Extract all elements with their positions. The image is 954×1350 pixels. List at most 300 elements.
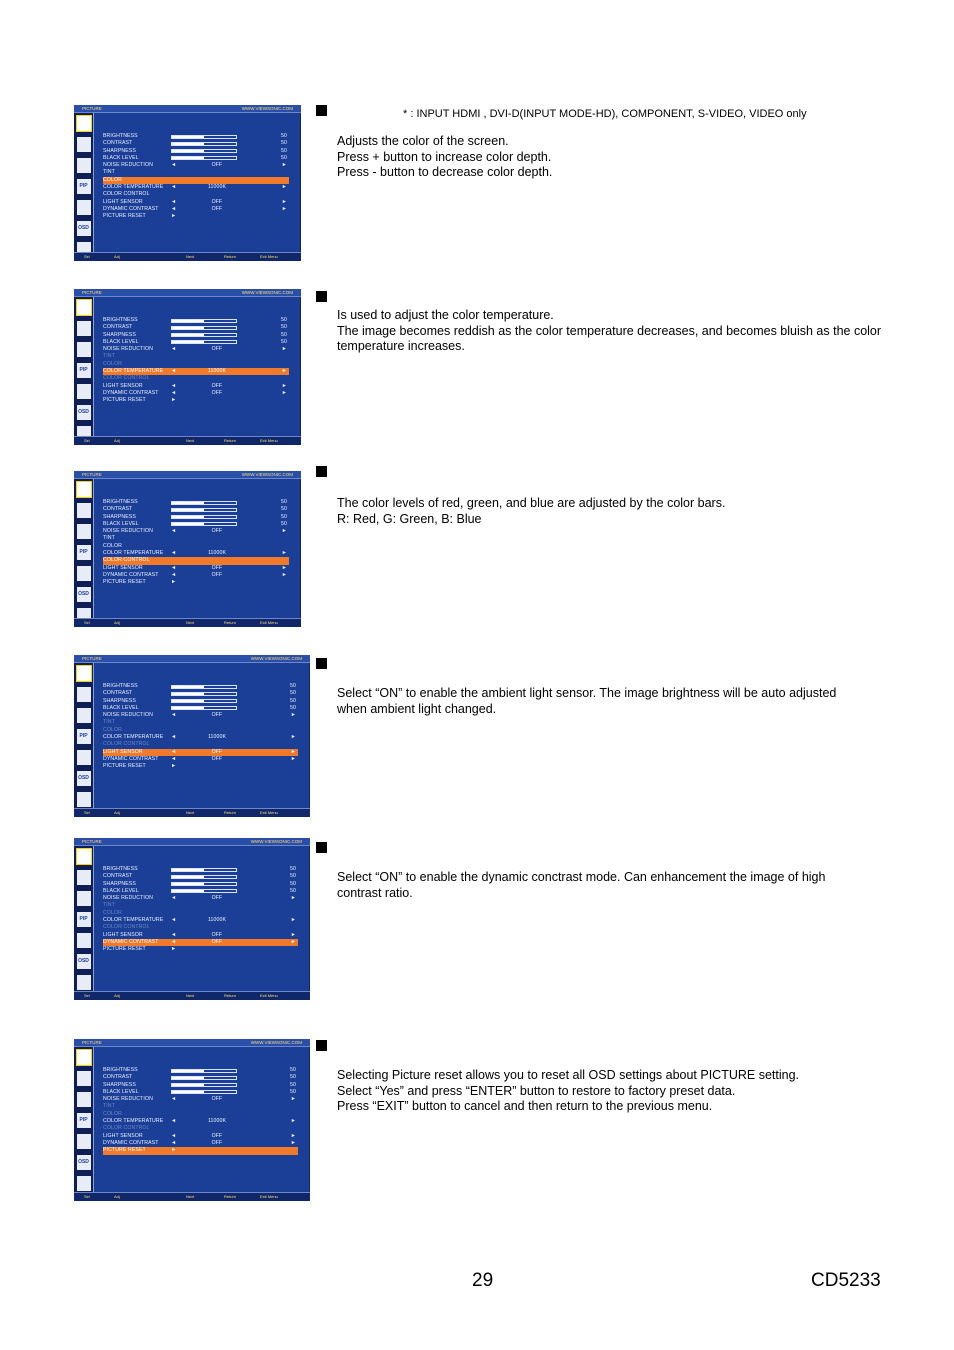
- osd-row-black-level: [103, 521, 289, 528]
- osd-row-picture-reset: [103, 946, 298, 953]
- osd-menu-list: [103, 866, 298, 954]
- osd-menu-icon: [77, 750, 91, 765]
- section-bullet: [316, 658, 327, 669]
- osd-row-label: CONTRAST: [103, 506, 133, 513]
- osd-sidebar: [74, 663, 94, 808]
- arrow-left-icon: ◄: [171, 571, 177, 578]
- arrow-left-icon: ◄: [171, 162, 177, 169]
- osd-title: PICTURE: [82, 106, 102, 111]
- osd-row-label: DYNAMIC CONTRAST: [103, 755, 159, 762]
- osd-row-dynamic-contrast: [103, 939, 298, 946]
- osd-level-bar: [171, 135, 237, 139]
- osd-row-label: SHARPNESS: [103, 1081, 136, 1088]
- osd-level-bar: [171, 1069, 237, 1073]
- osd-row-contrast: [103, 873, 298, 880]
- osd-menu-icon: [77, 1092, 91, 1107]
- osd-row-light-sensor: [103, 1133, 298, 1140]
- arrow-left-icon: ◄: [171, 895, 177, 902]
- osd-row-color-control: [103, 741, 298, 748]
- osd-row-black-level: [103, 155, 289, 162]
- arrow-left-icon: ◄: [171, 938, 177, 945]
- osd-menu-icon: OSD: [77, 1155, 91, 1170]
- arrow-right-icon: ►: [171, 1147, 177, 1154]
- osd-row-picture-reset: [103, 397, 289, 404]
- osd-row-label: COLOR TEMPERATURE: [103, 917, 164, 924]
- osd-row-label: PICTURE RESET: [103, 1147, 146, 1154]
- osd-row-label: PICTURE RESET: [103, 763, 146, 770]
- arrow-right-icon: ►: [290, 1118, 296, 1125]
- osd-help-bar: [74, 252, 301, 261]
- osd-row-label: DYNAMIC CONTRAST: [103, 571, 159, 578]
- osd-option-value: OFF: [211, 205, 223, 212]
- arrow-left-icon: ◄: [171, 1096, 177, 1103]
- osd-menu-icon: [77, 1050, 91, 1065]
- arrow-right-icon: ►: [290, 1132, 296, 1139]
- osd-row-label: DYNAMIC CONTRAST: [103, 1139, 159, 1146]
- osd-level-fill: [172, 1070, 204, 1072]
- arrow-left-icon: ◄: [171, 1118, 177, 1125]
- arrow-right-icon: ►: [281, 346, 287, 353]
- osd-level-bar: [171, 326, 237, 330]
- osd-level-value: 50: [281, 324, 287, 331]
- osd-level-value: 50: [281, 506, 287, 513]
- osd-level-fill: [172, 157, 204, 159]
- osd-row-label: LIGHT SENSOR: [103, 564, 143, 571]
- osd-menu-icon: OSD: [77, 405, 91, 420]
- osd-level-value: 50: [290, 880, 296, 887]
- osd-menu-icon: PIP: [77, 729, 91, 744]
- osd-row-label: COLOR TEMPERATURE: [103, 734, 164, 741]
- osd-row-color-temperature: [103, 1118, 298, 1125]
- osd-menu-icon: [77, 158, 91, 173]
- osd-row-label: BLACK LEVEL: [103, 704, 139, 711]
- osd-row-label: NOISE REDUCTION: [103, 712, 153, 719]
- osd-menu-icon: [77, 384, 91, 399]
- description-line: Select “ON” to enable the ambient light sensor. The image brightness will be auto adjusted: [337, 686, 837, 700]
- osd-level-fill: [172, 1077, 204, 1079]
- osd-level-bar: [171, 522, 237, 526]
- osd-row-picture-reset: [103, 763, 298, 770]
- arrow-right-icon: ►: [281, 564, 287, 571]
- osd-option-value: OFF: [211, 389, 223, 396]
- osd-row-contrast: [103, 690, 298, 697]
- osd-title-bar: [74, 838, 310, 846]
- osd-help-exit: Exit Menu: [260, 438, 278, 443]
- osd-menu-list: [103, 683, 298, 771]
- arrow-right-icon: ►: [290, 917, 296, 924]
- arrow-right-icon: ►: [281, 382, 287, 389]
- osd-row-label: BRIGHTNESS: [103, 499, 138, 505]
- arrow-right-icon: ►: [281, 389, 287, 396]
- osd-help-exit: Exit Menu: [260, 254, 278, 259]
- osd-menu-icon: [77, 321, 91, 336]
- osd-level-value: 50: [281, 154, 287, 161]
- osd-menu-icon: [77, 666, 91, 681]
- osd-row-label: BLACK LEVEL: [103, 154, 139, 161]
- osd-menu-icon: [77, 342, 91, 357]
- osd-row-label: COLOR: [103, 176, 122, 183]
- arrow-right-icon: ►: [290, 712, 296, 719]
- osd-row-label: COLOR CONTROL: [103, 924, 150, 931]
- osd-row-brightness: [103, 133, 289, 140]
- osd-menu-icon: PIP: [77, 179, 91, 194]
- osd-row-label: NOISE REDUCTION: [103, 346, 153, 353]
- arrow-right-icon: ►: [290, 931, 296, 938]
- osd-level-value: 50: [281, 147, 287, 154]
- osd-row-light-sensor: [103, 749, 298, 756]
- osd-row-black-level: [103, 339, 289, 346]
- osd-row-label: BRIGHTNESS: [103, 317, 138, 323]
- osd-level-fill: [172, 883, 204, 885]
- arrow-right-icon: ►: [171, 579, 177, 586]
- osd-title-bar: [74, 471, 301, 479]
- osd-level-value: 50: [281, 338, 287, 345]
- osd-row-tint: [103, 169, 289, 176]
- osd-title-bar: [74, 1039, 310, 1047]
- osd-level-bar: [171, 515, 237, 519]
- osd-row-label: TINT: [103, 353, 115, 360]
- osd-menu-icon: [77, 933, 91, 948]
- osd-row-label: COLOR CONTROL: [103, 557, 150, 564]
- section-description: [337, 686, 907, 717]
- osd-help-return: Return: [224, 620, 237, 625]
- osd-row-label: COLOR TEMPERATURE: [103, 1118, 164, 1125]
- osd-url: WWW.VIEWSONIC.COM: [250, 1040, 302, 1045]
- osd-help-next: Next: [186, 438, 195, 443]
- osd-level-fill: [172, 876, 204, 878]
- osd-level-fill: [172, 341, 204, 343]
- osd-help-exit: Exit Menu: [260, 1194, 278, 1199]
- section-description: [337, 134, 907, 181]
- osd-help-bar: [74, 1192, 310, 1201]
- osd-row-black-level: [103, 1089, 298, 1096]
- osd-help-bar: [74, 808, 310, 817]
- osd-level-bar: [171, 882, 237, 886]
- osd-option-value: OFF: [211, 748, 223, 755]
- osd-level-value: 50: [290, 683, 296, 689]
- osd-level-value: 50: [290, 690, 296, 697]
- osd-level-value: 50: [290, 1074, 296, 1081]
- osd-help-sel: Sel: [84, 254, 90, 259]
- arrow-left-icon: ◄: [171, 382, 177, 389]
- osd-row-tint: [103, 535, 289, 542]
- osd-level-fill: [172, 516, 204, 518]
- arrow-right-icon: ►: [290, 895, 296, 902]
- osd-row-label: TINT: [103, 169, 115, 176]
- osd-row-light-sensor: [103, 565, 289, 572]
- osd-help-next: Next: [186, 810, 195, 815]
- osd-help-exit: Exit Menu: [260, 810, 278, 815]
- osd-option-value: 11000K: [207, 184, 227, 191]
- arrow-left-icon: ◄: [171, 205, 177, 212]
- osd-level-fill: [172, 707, 204, 709]
- osd-row-dynamic-contrast: [103, 572, 289, 579]
- osd-row-color-control: [103, 557, 289, 564]
- osd-level-value: 50: [290, 1088, 296, 1095]
- arrow-left-icon: ◄: [171, 346, 177, 353]
- osd-row-label: COLOR TEMPERATURE: [103, 550, 164, 557]
- osd-option-value: OFF: [211, 1096, 223, 1103]
- osd-help-next: Next: [186, 620, 195, 625]
- osd-option-value: OFF: [211, 346, 223, 353]
- osd-row-contrast: [103, 506, 289, 513]
- osd-menu-icon: PIP: [77, 363, 91, 378]
- arrow-right-icon: ►: [171, 397, 177, 404]
- arrow-left-icon: ◄: [171, 528, 177, 535]
- osd-level-bar: [171, 156, 237, 160]
- arrow-left-icon: ◄: [171, 198, 177, 205]
- osd-row-label: CONTRAST: [103, 690, 133, 697]
- osd-level-fill: [172, 327, 204, 329]
- osd-row-brightness: [103, 866, 298, 873]
- osd-url: WWW.VIEWSONIC.COM: [241, 472, 293, 477]
- osd-menu-icon: [77, 482, 91, 497]
- osd-title-bar: [74, 289, 301, 297]
- osd-option-value: OFF: [211, 895, 223, 902]
- osd-menu-icon: [77, 975, 91, 990]
- osd-level-value: 50: [281, 499, 287, 505]
- description-line: The image becomes reddish as the color temperature decreases, and becomes bluish as the color: [337, 323, 882, 338]
- osd-level-fill: [172, 700, 204, 702]
- osd-row-noise-reduction: [103, 712, 298, 719]
- osd-level-bar: [171, 142, 237, 146]
- osd-menu-icon: PIP: [77, 1113, 91, 1128]
- osd-row-sharpness: [103, 148, 289, 155]
- osd-help-adj: Adj: [114, 1194, 120, 1199]
- osd-level-fill: [172, 1091, 204, 1093]
- osd-help-sel: Sel: [84, 1194, 90, 1199]
- osd-sidebar: [74, 1047, 94, 1192]
- osd-help-adj: Adj: [114, 620, 120, 625]
- osd-option-value: OFF: [211, 938, 223, 945]
- osd-row-noise-reduction: [103, 895, 298, 902]
- osd-menu-icon: OSD: [77, 221, 91, 236]
- osd-row-sharpness: [103, 1082, 298, 1089]
- arrow-left-icon: ◄: [171, 564, 177, 571]
- osd-menu-icon: OSD: [77, 587, 91, 602]
- osd-help-exit: Exit Menu: [260, 993, 278, 998]
- osd-sidebar: [74, 113, 94, 252]
- osd-row-light-sensor: [103, 199, 289, 206]
- osd-row-label: SHARPNESS: [103, 147, 136, 154]
- osd-menu-icon: [77, 870, 91, 885]
- osd-help-exit: Exit Menu: [260, 620, 278, 625]
- osd-row-color: [103, 910, 298, 917]
- arrow-right-icon: ►: [281, 162, 287, 169]
- osd-help-adj: Adj: [114, 254, 120, 259]
- osd-row-label: CONTRAST: [103, 140, 133, 147]
- osd-row-label: COLOR CONTROL: [103, 741, 150, 748]
- osd-option-value: 11000K: [207, 734, 227, 741]
- section-bullet: [316, 291, 327, 302]
- osd-level-fill: [172, 890, 204, 892]
- section-bullet: [316, 466, 327, 477]
- osd-row-label: DYNAMIC CONTRAST: [103, 938, 159, 945]
- osd-level-bar: [171, 692, 237, 696]
- osd-title-bar: [74, 655, 310, 663]
- osd-menu-icon: [77, 137, 91, 152]
- osd-help-next: Next: [186, 1194, 195, 1199]
- osd-row-label: PICTURE RESET: [103, 397, 146, 404]
- osd-menu-icon: OSD: [77, 954, 91, 969]
- osd-row-label: COLOR CONTROL: [103, 375, 150, 382]
- osd-row-noise-reduction: [103, 528, 289, 535]
- description-line: Select “Yes” and press “ENTER” button to restore to factory preset data.: [337, 1083, 736, 1098]
- osd-row-label: COLOR CONTROL: [103, 191, 150, 198]
- osd-row-color-temperature: [103, 368, 289, 375]
- osd-row-dynamic-contrast: [103, 756, 298, 763]
- osd-row-label: CONTRAST: [103, 324, 133, 331]
- osd-option-value: OFF: [211, 162, 223, 169]
- description-line: Select “ON” to enable the dynamic conctrast mode. Can enhancement the image of high: [337, 870, 826, 884]
- arrow-left-icon: ◄: [171, 712, 177, 719]
- osd-option-value: OFF: [211, 571, 223, 578]
- page-number: 29: [472, 1270, 494, 1291]
- osd-row-color: [103, 361, 289, 368]
- osd-url: WWW.VIEWSONIC.COM: [241, 290, 293, 295]
- osd-picture-menu-screenshot: [74, 838, 310, 1000]
- osd-row-label: CONTRAST: [103, 1074, 133, 1081]
- osd-picture-menu-screenshot: [74, 105, 301, 261]
- osd-level-fill: [172, 693, 204, 695]
- osd-row-label: LIGHT SENSOR: [103, 748, 143, 755]
- osd-level-value: 50: [281, 317, 287, 323]
- osd-row-dynamic-contrast: [103, 1140, 298, 1147]
- osd-menu-icon: OSD: [77, 771, 91, 786]
- osd-level-bar: [171, 699, 237, 703]
- osd-row-label: COLOR TEMPERATURE: [103, 184, 164, 191]
- arrow-right-icon: ►: [171, 213, 177, 220]
- osd-row-picture-reset: [103, 213, 289, 220]
- osd-menu-icon: [77, 1176, 91, 1191]
- osd-menu-icon: PIP: [77, 912, 91, 927]
- osd-row-label: DYNAMIC CONTRAST: [103, 205, 159, 212]
- osd-help-sel: Sel: [84, 438, 90, 443]
- arrow-left-icon: ◄: [171, 389, 177, 396]
- arrow-right-icon: ►: [281, 198, 287, 205]
- osd-level-fill: [172, 869, 204, 871]
- osd-option-value: OFF: [211, 382, 223, 389]
- osd-row-label: LIGHT SENSOR: [103, 1132, 143, 1139]
- arrow-right-icon: ►: [281, 571, 287, 578]
- osd-row-color-temperature: [103, 184, 289, 191]
- osd-row-color-control: [103, 924, 298, 931]
- osd-level-value: 50: [281, 140, 287, 147]
- osd-level-fill: [172, 523, 204, 525]
- osd-level-value: 50: [290, 887, 296, 894]
- osd-help-bar: [74, 618, 301, 627]
- osd-level-fill: [172, 150, 204, 152]
- osd-row-black-level: [103, 705, 298, 712]
- osd-row-label: PICTURE RESET: [103, 579, 146, 586]
- arrow-right-icon: ►: [281, 184, 287, 191]
- osd-row-label: LIGHT SENSOR: [103, 198, 143, 205]
- osd-menu-list: [103, 1067, 298, 1155]
- osd-row-label: SHARPNESS: [103, 331, 136, 338]
- osd-option-value: OFF: [211, 564, 223, 571]
- osd-level-bar: [171, 319, 237, 323]
- osd-level-bar: [171, 1076, 237, 1080]
- arrow-left-icon: ◄: [171, 748, 177, 755]
- arrow-left-icon: ◄: [171, 755, 177, 762]
- osd-row-label: NOISE REDUCTION: [103, 528, 153, 535]
- osd-row-color-control: [103, 191, 289, 198]
- input-note: * : INPUT HDMI , DVI-D(INPUT MODE-HD), COMPONENT, S-VIDEO, VIDEO only: [403, 108, 807, 120]
- osd-row-light-sensor: [103, 383, 289, 390]
- osd-row-label: COLOR TEMPERATURE: [103, 368, 164, 375]
- osd-option-value: OFF: [211, 931, 223, 938]
- osd-sidebar: [74, 297, 94, 436]
- osd-option-value: OFF: [211, 712, 223, 719]
- arrow-left-icon: ◄: [171, 1139, 177, 1146]
- osd-row-label: TINT: [103, 719, 115, 726]
- osd-level-value: 50: [281, 133, 287, 139]
- arrow-right-icon: ►: [290, 734, 296, 741]
- section-description: [337, 308, 907, 355]
- osd-option-value: OFF: [211, 755, 223, 762]
- osd-level-fill: [172, 509, 204, 511]
- osd-menu-icon: PIP: [77, 545, 91, 560]
- osd-picture-menu-screenshot: [74, 655, 310, 817]
- osd-row-picture-reset: [103, 1147, 298, 1154]
- osd-url: WWW.VIEWSONIC.COM: [250, 656, 302, 661]
- osd-level-value: 50: [290, 1081, 296, 1088]
- arrow-left-icon: ◄: [171, 1132, 177, 1139]
- arrow-right-icon: ►: [290, 1096, 296, 1103]
- osd-row-sharpness: [103, 332, 289, 339]
- osd-title-bar: [74, 105, 301, 113]
- osd-help-adj: Adj: [114, 993, 120, 998]
- osd-row-label: COLOR: [103, 360, 122, 367]
- osd-row-label: COLOR: [103, 909, 122, 916]
- osd-help-sel: Sel: [84, 993, 90, 998]
- osd-picture-menu-screenshot: [74, 289, 301, 445]
- osd-row-black-level: [103, 888, 298, 895]
- osd-row-light-sensor: [103, 932, 298, 939]
- osd-row-color: [103, 177, 289, 184]
- osd-menu-icon: [77, 708, 91, 723]
- osd-level-value: 50: [290, 704, 296, 711]
- arrow-right-icon: ►: [290, 748, 296, 755]
- osd-row-color: [103, 543, 289, 550]
- osd-level-value: 50: [290, 866, 296, 872]
- osd-level-bar: [171, 1083, 237, 1087]
- osd-level-fill: [172, 502, 204, 504]
- osd-menu-icon: [77, 891, 91, 906]
- section-description: [337, 1068, 907, 1115]
- osd-option-value: OFF: [211, 198, 223, 205]
- osd-row-dynamic-contrast: [103, 390, 289, 397]
- osd-level-value: 50: [281, 331, 287, 338]
- osd-row-label: SHARPNESS: [103, 697, 136, 704]
- osd-help-sel: Sel: [84, 810, 90, 815]
- arrow-right-icon: ►: [290, 1139, 296, 1146]
- osd-row-label: BRIGHTNESS: [103, 683, 138, 689]
- osd-row-sharpness: [103, 881, 298, 888]
- osd-picture-menu-screenshot: [74, 1039, 310, 1201]
- arrow-right-icon: ►: [171, 763, 177, 770]
- osd-level-fill: [172, 143, 204, 145]
- osd-option-value: OFF: [211, 1139, 223, 1146]
- osd-row-color-control: [103, 1125, 298, 1132]
- osd-help-adj: Adj: [114, 810, 120, 815]
- osd-option-value: OFF: [211, 528, 223, 535]
- arrow-left-icon: ◄: [171, 917, 177, 924]
- osd-row-label: NOISE REDUCTION: [103, 1096, 153, 1103]
- osd-row-label: COLOR CONTROL: [103, 1125, 150, 1132]
- osd-help-return: Return: [224, 1194, 237, 1199]
- description-line: Press - button to decrease color depth.: [337, 165, 553, 179]
